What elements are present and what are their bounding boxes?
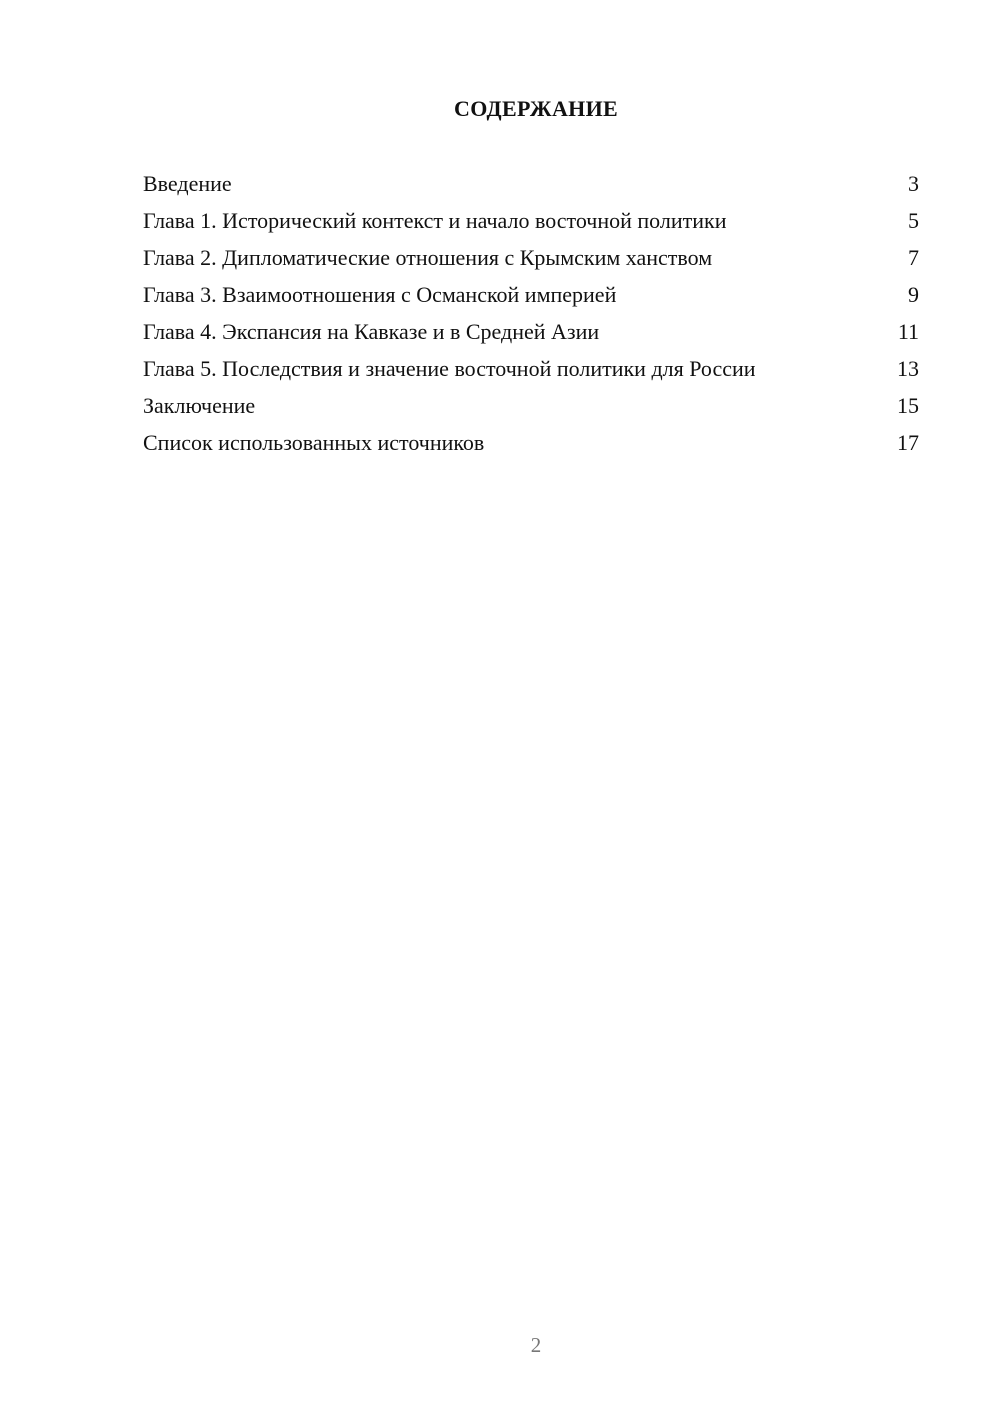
toc-entry-introduction[interactable] [143,170,919,197]
toc-entry-page: 9 [908,282,919,307]
toc-entry-page: 15 [897,393,919,418]
toc-entry-chapter-3[interactable] [143,281,919,308]
table-of-contents [143,170,919,466]
toc-entry-chapter-2[interactable] [143,244,919,271]
toc-entry-title: Глава 1. Исторический контекст и начало восточной политики [143,208,727,233]
toc-entry-page: 7 [908,245,919,270]
toc-entry-chapter-4[interactable] [143,318,919,345]
toc-entry-title: Глава 2. Дипломатические отношения с Крымским ханством [143,245,713,270]
toc-entry-title: Глава 3. Взаимоотношения с Османской империей [143,282,617,307]
toc-entry-conclusion[interactable] [143,392,919,419]
toc-entry-title: Список использованных источников [143,430,485,455]
toc-entry-page: 3 [908,171,919,196]
toc-entry-chapter-5[interactable] [143,355,919,382]
toc-entry-title: Заключение [143,393,256,418]
page-number: 2 [530,1333,542,1357]
page-title: СОДЕРЖАНИЕ [454,96,618,121]
toc-entry-title: Глава 5. Последствия и значение восточной политики для России [143,356,756,381]
toc-entry-title: Введение [143,171,232,196]
toc-entry-title: Глава 4. Экспансия на Кавказе и в Средней Азии [143,319,600,344]
toc-entry-page: 17 [897,430,919,455]
toc-entry-page: 13 [897,356,919,381]
toc-entry-page: 5 [908,208,919,233]
toc-entry-page: 11 [897,319,919,344]
toc-entry-references[interactable] [143,429,919,456]
toc-entry-chapter-1[interactable] [143,207,919,234]
